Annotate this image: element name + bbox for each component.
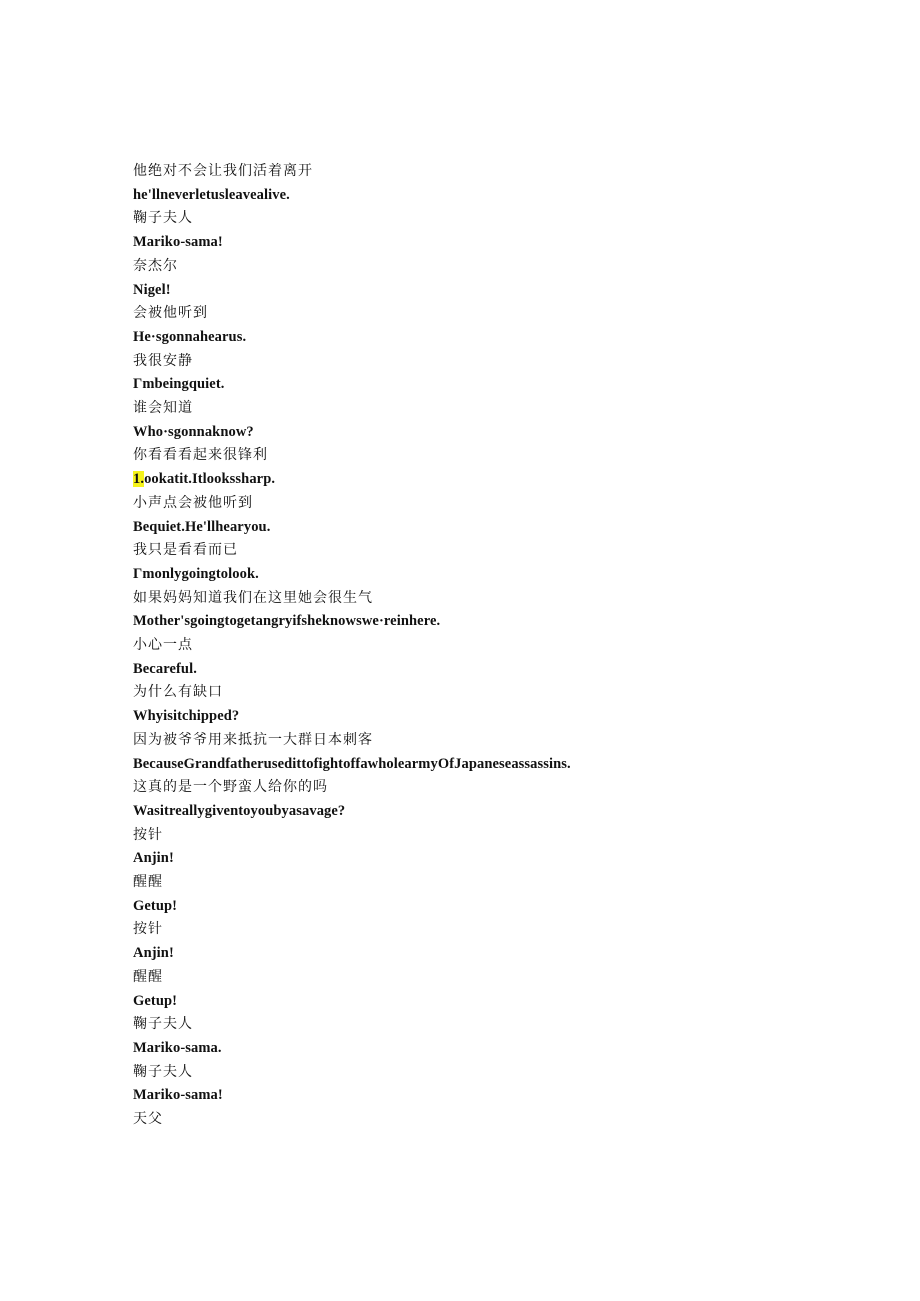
line-text: 按针 (133, 921, 163, 938)
chinese-subtitle-line (133, 492, 253, 514)
line-text: Anjin! (133, 945, 174, 962)
line-text: Γmbeingquiet. (133, 376, 225, 393)
line-text: 天父 (133, 1111, 163, 1127)
english-subtitle-line (133, 279, 171, 301)
line-text: Getup! (133, 897, 178, 914)
line-text: Mariko-sama! (133, 1087, 223, 1104)
line-text: 这真的是一个野蛮人给你的吗 (133, 779, 328, 796)
line-text: Γmonlygoingtolook. (133, 565, 259, 582)
english-subtitle-line (133, 800, 345, 822)
english-subtitle-line (133, 421, 254, 443)
line-text: 小声点会被他听到 (133, 494, 253, 511)
english-subtitle-line (133, 326, 246, 348)
line-text: 奈杰尔 (133, 257, 178, 274)
line-text: Wasitreallygiventoyoubyasavage? (133, 802, 346, 819)
english-subtitle-line (133, 1037, 222, 1059)
english-subtitle-line (133, 895, 177, 917)
line-text: 我很安静 (133, 352, 193, 369)
chinese-subtitle-line (133, 918, 163, 940)
chinese-subtitle-line (133, 681, 223, 703)
line-text: 鞠子夫人 (133, 210, 193, 227)
line-text: Bequiet.He'llhearyou. (133, 518, 271, 535)
line-text: 醒醒 (133, 968, 163, 985)
chinese-subtitle-line (133, 397, 193, 419)
chinese-subtitle-line (133, 776, 328, 798)
english-subtitle-line (133, 184, 290, 206)
chinese-subtitle-line (133, 444, 268, 466)
line-text: Getup! (133, 992, 178, 1009)
line-text: 鞠子夫人 (133, 1063, 193, 1080)
chinese-subtitle-line (133, 255, 178, 277)
line-text: Whyisitchipped? (133, 708, 240, 725)
english-subtitle-line (133, 942, 174, 964)
english-subtitle-line (133, 610, 440, 632)
chinese-subtitle-line (133, 871, 163, 893)
chinese-subtitle-line (133, 302, 208, 324)
english-subtitle-line (133, 753, 571, 775)
line-text: 为什么有缺口 (133, 684, 223, 701)
line-text: 小心一点 (133, 637, 193, 653)
line-text: He·sgonnahearus. (133, 328, 247, 345)
line-text: 他绝对不会让我们活着离开 (133, 163, 313, 179)
line-text: Mariko-sama. (133, 1039, 222, 1056)
english-subtitle-line (133, 847, 174, 869)
chinese-subtitle-line (133, 539, 238, 561)
line-text: Anjin! (133, 850, 174, 867)
chinese-subtitle-line (133, 1108, 163, 1130)
english-subtitle-line (133, 1084, 223, 1106)
chinese-subtitle-line (133, 824, 163, 846)
line-text: BecauseGrandfatherusedittofightoffawholearmyOfJapaneseassassins. (133, 755, 571, 772)
line-text: Mariko-sama! (133, 234, 223, 251)
english-subtitle-line (133, 231, 223, 253)
line-text: 会被他听到 (133, 305, 208, 322)
chinese-subtitle-line (133, 160, 313, 182)
chinese-subtitle-line (133, 587, 373, 609)
line-text: 按针 (133, 826, 163, 843)
english-subtitle-line (133, 990, 177, 1012)
line-text: Who·sgonnaknow? (133, 423, 254, 440)
english-subtitle-line (133, 563, 259, 585)
line-text: Becareful. (133, 660, 197, 677)
chinese-subtitle-line (133, 207, 193, 229)
english-subtitle-line (133, 658, 197, 680)
line-text: 因为被爷爷用来抵抗一大群日本刺客 (133, 731, 373, 748)
english-subtitle-line (133, 373, 225, 395)
line-text: 你看看看起来很锋利 (133, 447, 268, 464)
line-text: 我只是看看而已 (133, 542, 238, 559)
line-text: ookatit.Itlookssharp. (144, 471, 276, 488)
line-text: 谁会知道 (133, 400, 193, 416)
chinese-subtitle-line (133, 350, 193, 372)
line-text: 鞠子夫人 (133, 1016, 193, 1033)
line-text: 如果妈妈知道我们在这里她会很生气 (133, 589, 373, 606)
english-subtitle-line (133, 705, 239, 727)
line-text: Nigel! (133, 281, 171, 298)
chinese-subtitle-line (133, 1013, 193, 1035)
english-subtitle-line (133, 468, 275, 490)
highlighted-text: 1. (133, 471, 145, 488)
chinese-subtitle-line (133, 729, 373, 751)
line-text: he'llneverletusleavealive. (133, 186, 290, 203)
line-text: 醒醒 (133, 874, 163, 890)
line-text: Mother'sgoingtogetangryifsheknowswe·reinhere. (133, 613, 441, 630)
chinese-subtitle-line (133, 1061, 193, 1083)
english-subtitle-line (133, 516, 270, 538)
chinese-subtitle-line (133, 966, 163, 988)
chinese-subtitle-line (133, 634, 193, 656)
